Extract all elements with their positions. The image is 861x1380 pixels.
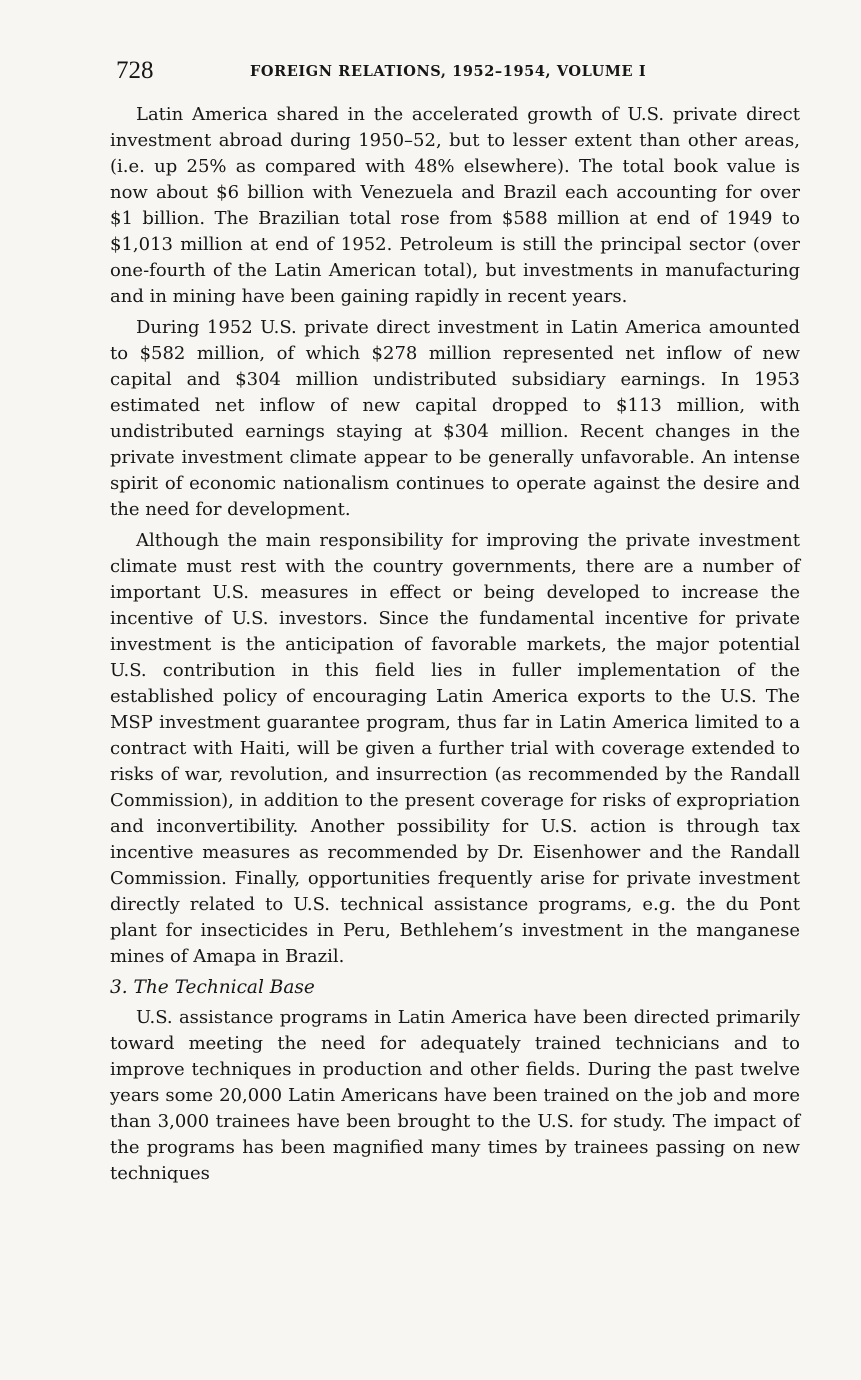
section-heading-technical-base: 3. The Technical Base bbox=[110, 977, 315, 998]
page-header bbox=[116, 56, 806, 88]
paragraph-1952-investment: During 1952 U.S. private direct investment in Latin America amounted to $582 million, of which $278 million represented net inflow of new capital and $304 million undistributed subsidiary earnings. In 1953 estimated net inflow of new capital dropped to $113 million, with undistributed earnings staying at $304 million. Recent changes in the private investment climate appear to be generally unfavorable. An intense spirit of economic nationalism continues to operate against the desire and the need for development. bbox=[110, 317, 800, 520]
paragraph-investment-climate: Although the main responsibility for improving the private investment climate must rest with the country governments, there are a number of important U.S. measures in effect or being developed to increase the incentive of U.S. investors. Since the fundamental incentive for private investment is the anticipation of favorable markets, the major potential U.S. contribution in this field lies in fuller implementation of the established policy of encouraging Latin America exports to the U.S. The MSP investment guarantee program, thus far in Latin America limited to a contract with Haiti, will be given a further trial with coverage extended to risks of war, revolution, and insurrection (as recommended by the Randall Commission), in addition to the present coverage for risks of expropriation and inconvertibility. Another possibility for U.S. action is through tax incentive measures as recommended by Dr. Eisenhower and the Randall Commission. Finally, opportunities frequently arise for private investment directly related to U.S. technical assistance programs, e.g. the du Pont plant for insecticides in Peru, Bethlehem’s investment in the manganese mines of Amapa in Brazil. bbox=[110, 530, 800, 967]
page-number: 728 bbox=[116, 57, 154, 84]
paragraph-investment-growth: Latin America shared in the accelerated growth of U.S. private direct investment abroad during 1950–52, but to lesser extent than other areas, (i.e. up 25% as compared with 48% elsewhere). The total book value is now about $6 billion with Venezuela and Brazil each accounting for over $1 billion. The Brazilian total rose from $588 million at end of 1949 to $1,013 million at end of 1952. Petroleum is still the principal sector (over one-fourth of the Latin American total), but investments in manufacturing and in mining have been gaining rapidly in recent years. bbox=[110, 104, 800, 307]
paragraph-technical-assistance: U.S. assistance programs in Latin America have been directed primarily toward meeting the need for adequately trained technicians and to improve techniques in production and other fields. During the past twelve years some 20,000 Latin Americans have been trained on the job and more than 3,000 trainees have been brought to the U.S. for study. The impact of the programs has been magnified many times by trainees passing on new techniques bbox=[110, 1007, 800, 1184]
document-body bbox=[110, 102, 800, 1192]
running-head-title: FOREIGN RELATIONS, 1952–1954, VOLUME I bbox=[250, 63, 647, 80]
